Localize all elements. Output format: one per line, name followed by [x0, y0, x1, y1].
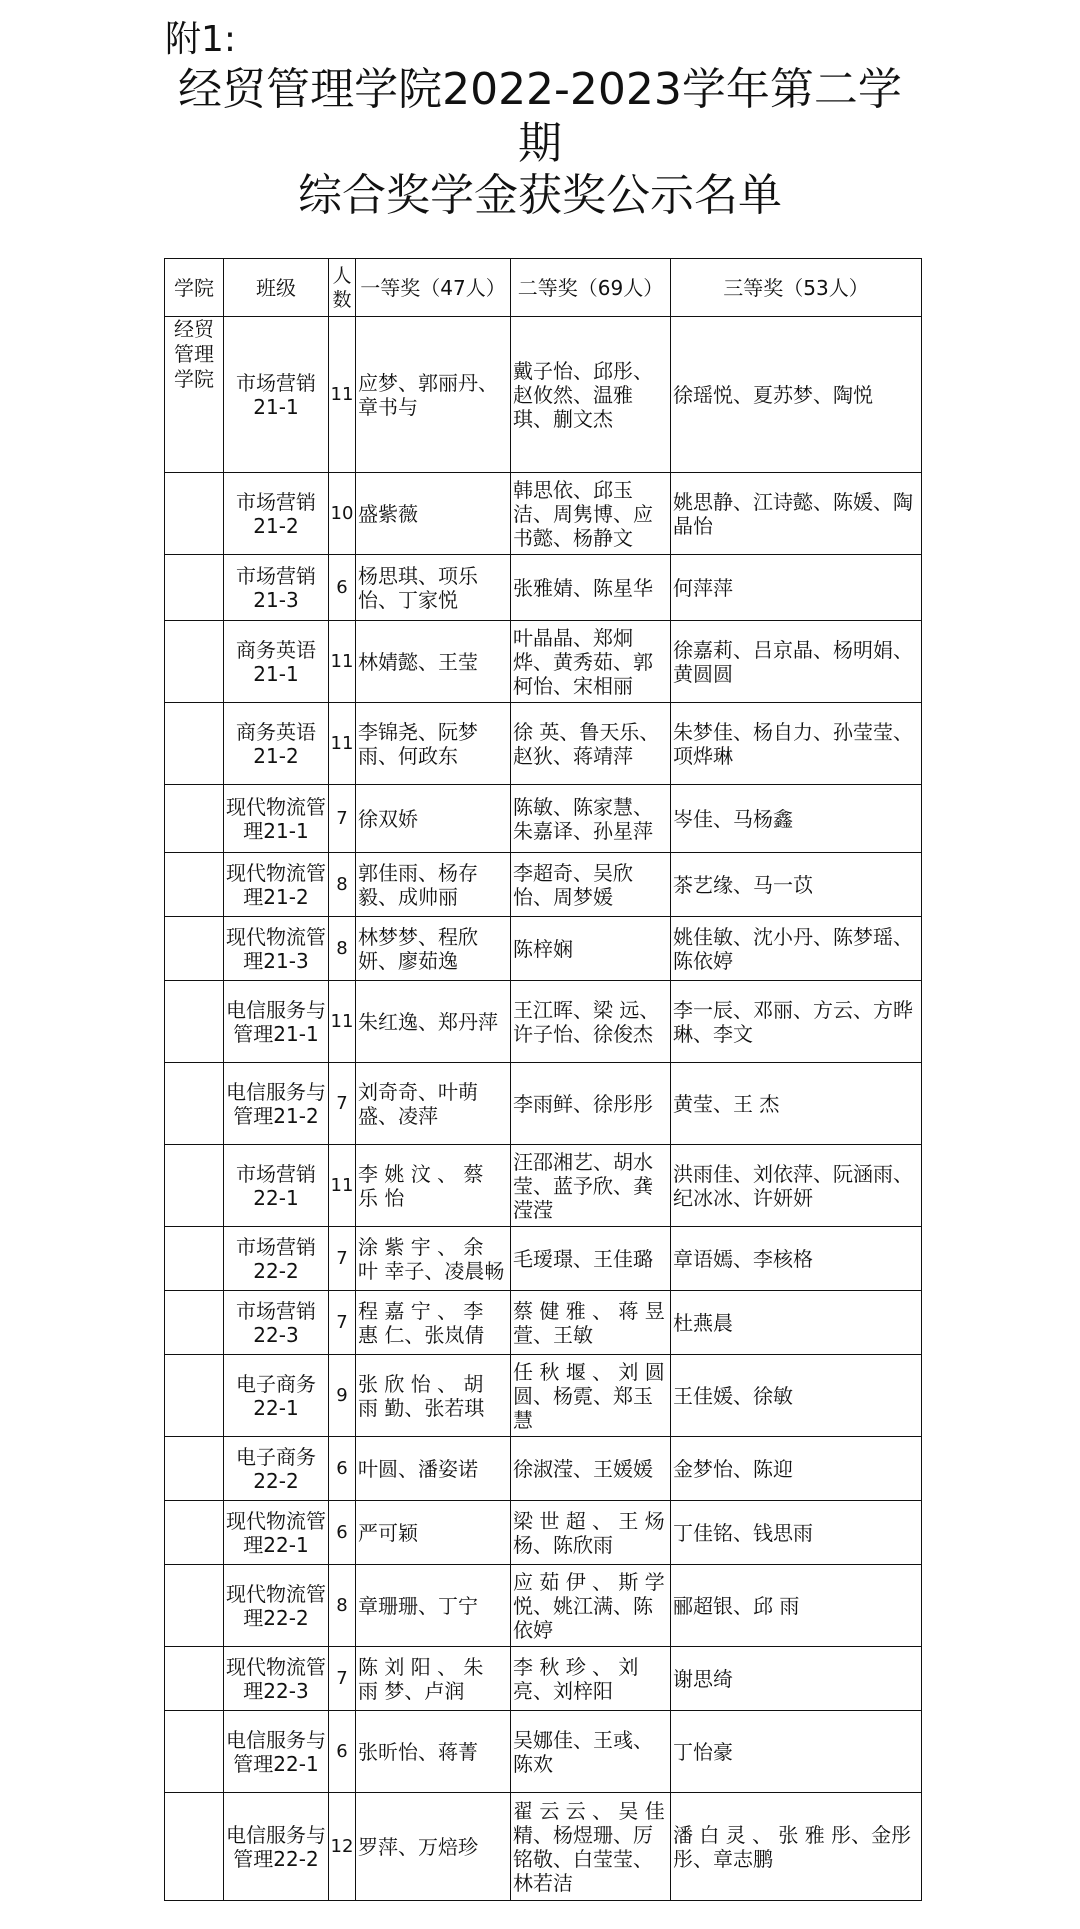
- table-row: [165, 1291, 922, 1355]
- cell-class: 现代物流管理22-3: [224, 1647, 329, 1711]
- table-row: [165, 621, 922, 703]
- cell-college: [165, 703, 224, 785]
- cell-third-prize: 潘 白 灵 、 张 雅 彤、金彤彤、章志鹏: [671, 1793, 922, 1901]
- cell-college: [165, 1565, 224, 1647]
- document-title-line-3: 综合奖学金获奖公示名单: [298, 170, 782, 221]
- table-row: [165, 1793, 922, 1901]
- cell-second-prize: 李超奇、吴欣怡、周梦媛: [511, 853, 671, 917]
- cell-second-prize: 张雅婧、陈星华: [511, 555, 671, 621]
- cell-count: 7: [329, 1063, 356, 1145]
- cell-second-prize: 陈敏、陈家慧、朱嘉译、孙星萍: [511, 785, 671, 853]
- cell-third-prize: 朱梦佳、杨自力、孙莹莹、项烨琳: [671, 703, 922, 785]
- cell-college: [165, 853, 224, 917]
- cell-first-prize: 叶圆、潘姿诺: [356, 1437, 511, 1501]
- cell-second-prize: 梁 世 超 、 王 炀 杨、陈欣雨: [511, 1501, 671, 1565]
- cell-third-prize: 李一辰、邓丽、方云、方晔琳、李文: [671, 981, 922, 1063]
- cell-college: [165, 981, 224, 1063]
- table-row: [165, 1437, 922, 1501]
- cell-third-prize: 姚思静、江诗懿、陈媛、陶晶怡: [671, 473, 922, 555]
- cell-count: 9: [329, 1355, 356, 1437]
- table-row: [165, 1711, 922, 1793]
- cell-third-prize: 岑佳、马杨鑫: [671, 785, 922, 853]
- cell-college: [165, 555, 224, 621]
- cell-college: [165, 621, 224, 703]
- cell-first-prize: 朱红逸、郑丹萍: [356, 981, 511, 1063]
- cell-second-prize: 吴娜佳、王彧、陈欢: [511, 1711, 671, 1793]
- cell-class: 电信服务与管理21-2: [224, 1063, 329, 1145]
- cell-first-prize: 林梦梦、程欣妍、廖茹逸: [356, 917, 511, 981]
- cell-third-prize: 郦超银、邱 雨: [671, 1565, 922, 1647]
- cell-college: [165, 473, 224, 555]
- table-row: [165, 1063, 922, 1145]
- cell-class: 现代物流管理22-2: [224, 1565, 329, 1647]
- table-row: [165, 555, 922, 621]
- cell-second-prize: 徐淑滢、王媛媛: [511, 1437, 671, 1501]
- cell-count: 11: [329, 1145, 356, 1227]
- cell-third-prize: 姚佳敏、沈小丹、陈梦瑶、陈依婷: [671, 917, 922, 981]
- cell-first-prize: 徐双娇: [356, 785, 511, 853]
- annex-label: 附1:: [165, 19, 237, 60]
- cell-count: 7: [329, 1291, 356, 1355]
- cell-college: [165, 917, 224, 981]
- header-first-prize: 一等奖（47人）: [356, 259, 511, 317]
- document-title-line-1: 经贸管理学院2022-2023学年第二学: [178, 64, 902, 115]
- cell-college: [165, 1437, 224, 1501]
- cell-first-prize: 刘奇奇、叶萌盛、凌萍: [356, 1063, 511, 1145]
- header-class: 班级: [224, 259, 329, 317]
- cell-class: 现代物流管理21-1: [224, 785, 329, 853]
- cell-second-prize: 王江晖、梁 远、许子怡、徐俊杰: [511, 981, 671, 1063]
- cell-count: 8: [329, 853, 356, 917]
- cell-third-prize: 谢思绮: [671, 1647, 922, 1711]
- table-row: [165, 981, 922, 1063]
- cell-class: 市场营销22-2: [224, 1227, 329, 1291]
- cell-college: [165, 1227, 224, 1291]
- cell-first-prize: 杨思琪、项乐怡、丁家悦: [356, 555, 511, 621]
- cell-first-prize: 张 欣 怡 、 胡 雨 勤、张若琪: [356, 1355, 511, 1437]
- cell-third-prize: 丁怡豪: [671, 1711, 922, 1793]
- cell-first-prize: 章珊珊、丁宁: [356, 1565, 511, 1647]
- cell-count: 7: [329, 1647, 356, 1711]
- cell-college: [165, 785, 224, 853]
- cell-second-prize: 蔡 健 雅 、 蒋 昱 萱、王敏: [511, 1291, 671, 1355]
- cell-class: 现代物流管理21-3: [224, 917, 329, 981]
- table-row: [165, 853, 922, 917]
- table-row: [165, 1647, 922, 1711]
- cell-class: 电信服务与管理21-1: [224, 981, 329, 1063]
- cell-class: 商务英语21-2: [224, 703, 329, 785]
- cell-first-prize: 罗萍、万焙珍: [356, 1793, 511, 1901]
- header-count: 人数: [329, 259, 356, 317]
- cell-second-prize: 任 秋 堰 、 刘 圆 圆、杨霓、郑玉慧: [511, 1355, 671, 1437]
- cell-second-prize: 翟 云 云 、 吴 佳 精、杨煜珊、厉铭敬、白莹莹、林若洁: [511, 1793, 671, 1901]
- cell-count: 8: [329, 1565, 356, 1647]
- cell-first-prize: 应梦、郭丽丹、章书与: [356, 317, 511, 473]
- document-title-line-2: 期: [518, 118, 562, 169]
- table-row: [165, 1501, 922, 1565]
- cell-count: 10: [329, 473, 356, 555]
- cell-first-prize: 林婧懿、王莹: [356, 621, 511, 703]
- cell-first-prize: 郭佳雨、杨存毅、成帅丽: [356, 853, 511, 917]
- cell-college: [165, 1711, 224, 1793]
- cell-second-prize: 李 秋 珍 、 刘 亮、刘梓阳: [511, 1647, 671, 1711]
- cell-second-prize: 徐 英、鲁天乐、赵狄、蒋靖萍: [511, 703, 671, 785]
- cell-class: 市场营销22-1: [224, 1145, 329, 1227]
- cell-class: 电信服务与管理22-2: [224, 1793, 329, 1901]
- cell-third-prize: 徐嘉莉、吕京晶、杨明娟、黄圆圆: [671, 621, 922, 703]
- table-row: [165, 473, 922, 555]
- cell-third-prize: 何萍萍: [671, 555, 922, 621]
- cell-count: 6: [329, 1437, 356, 1501]
- cell-college: [165, 1501, 224, 1565]
- cell-count: 11: [329, 703, 356, 785]
- header-college: 学院: [165, 259, 224, 317]
- cell-college: [165, 1793, 224, 1901]
- award-table: [164, 258, 922, 1901]
- cell-first-prize: 李 姚 汶 、 蔡 乐 怡: [356, 1145, 511, 1227]
- cell-college: 经贸管理学院: [165, 317, 224, 473]
- cell-third-prize: 杜燕晨: [671, 1291, 922, 1355]
- cell-first-prize: 陈 刘 阳 、 朱 雨 梦、卢润: [356, 1647, 511, 1711]
- cell-third-prize: 王佳媛、徐敏: [671, 1355, 922, 1437]
- table-row: [165, 917, 922, 981]
- cell-second-prize: 韩思依、邱玉洁、周隽博、应书懿、杨静文: [511, 473, 671, 555]
- table-row: [165, 1355, 922, 1437]
- cell-second-prize: 叶晶晶、郑炯烨、黄秀茹、郭柯怡、宋相丽: [511, 621, 671, 703]
- cell-third-prize: 茶艺缘、马一苡: [671, 853, 922, 917]
- cell-count: 11: [329, 317, 356, 473]
- cell-count: 7: [329, 785, 356, 853]
- cell-second-prize: 汪邵湘艺、胡水莹、蓝予欣、龚滢滢: [511, 1145, 671, 1227]
- cell-third-prize: 丁佳铭、钱思雨: [671, 1501, 922, 1565]
- cell-college: [165, 1647, 224, 1711]
- cell-count: 6: [329, 555, 356, 621]
- cell-third-prize: 洪雨佳、刘依萍、阮涵雨、纪冰冰、许妍妍: [671, 1145, 922, 1227]
- cell-class: 电子商务22-1: [224, 1355, 329, 1437]
- cell-college: [165, 1145, 224, 1227]
- cell-class: 电信服务与管理22-1: [224, 1711, 329, 1793]
- cell-first-prize: 张昕怡、蒋菁: [356, 1711, 511, 1793]
- header-third-prize: 三等奖（53人）: [671, 259, 922, 317]
- cell-second-prize: 应 茹 伊 、 斯 学 悦、姚江满、陈依婷: [511, 1565, 671, 1647]
- cell-count: 11: [329, 621, 356, 703]
- cell-first-prize: 盛紫薇: [356, 473, 511, 555]
- cell-count: 11: [329, 981, 356, 1063]
- cell-class: 市场营销21-3: [224, 555, 329, 621]
- cell-second-prize: 戴子怡、邱彤、赵攸然、温雅琪、蒯文杰: [511, 317, 671, 473]
- cell-class: 市场营销21-2: [224, 473, 329, 555]
- cell-count: 6: [329, 1501, 356, 1565]
- cell-second-prize: 陈梓娴: [511, 917, 671, 981]
- table-header-row: [165, 259, 922, 317]
- cell-first-prize: 程 嘉 宁 、 李 惠 仁、张岚倩: [356, 1291, 511, 1355]
- table-row: [165, 703, 922, 785]
- cell-third-prize: 徐瑶悦、夏苏梦、陶悦: [671, 317, 922, 473]
- cell-third-prize: 章语嫣、李核格: [671, 1227, 922, 1291]
- cell-count: 7: [329, 1227, 356, 1291]
- table-row: [165, 317, 922, 473]
- table-row: [165, 1145, 922, 1227]
- table-row: [165, 1227, 922, 1291]
- cell-third-prize: 金梦怡、陈迎: [671, 1437, 922, 1501]
- table-row: [165, 785, 922, 853]
- cell-count: 6: [329, 1711, 356, 1793]
- cell-class: 商务英语21-1: [224, 621, 329, 703]
- cell-class: 市场营销22-3: [224, 1291, 329, 1355]
- cell-second-prize: 毛瑷璟、王佳璐: [511, 1227, 671, 1291]
- cell-college: [165, 1355, 224, 1437]
- cell-first-prize: 严可颖: [356, 1501, 511, 1565]
- cell-first-prize: 涂 紫 宇 、 余 叶 幸子、凌晨畅: [356, 1227, 511, 1291]
- cell-class: 电子商务22-2: [224, 1437, 329, 1501]
- cell-count: 8: [329, 917, 356, 981]
- cell-class: 现代物流管理21-2: [224, 853, 329, 917]
- cell-class: 市场营销21-1: [224, 317, 329, 473]
- cell-college: [165, 1063, 224, 1145]
- cell-class: 现代物流管理22-1: [224, 1501, 329, 1565]
- table-row: [165, 1565, 922, 1647]
- cell-count: 12: [329, 1793, 356, 1901]
- cell-first-prize: 李锦尧、阮梦雨、何政东: [356, 703, 511, 785]
- cell-third-prize: 黄莹、王 杰: [671, 1063, 922, 1145]
- header-second-prize: 二等奖（69人）: [511, 259, 671, 317]
- cell-college: [165, 1291, 224, 1355]
- cell-second-prize: 李雨鲜、徐彤彤: [511, 1063, 671, 1145]
